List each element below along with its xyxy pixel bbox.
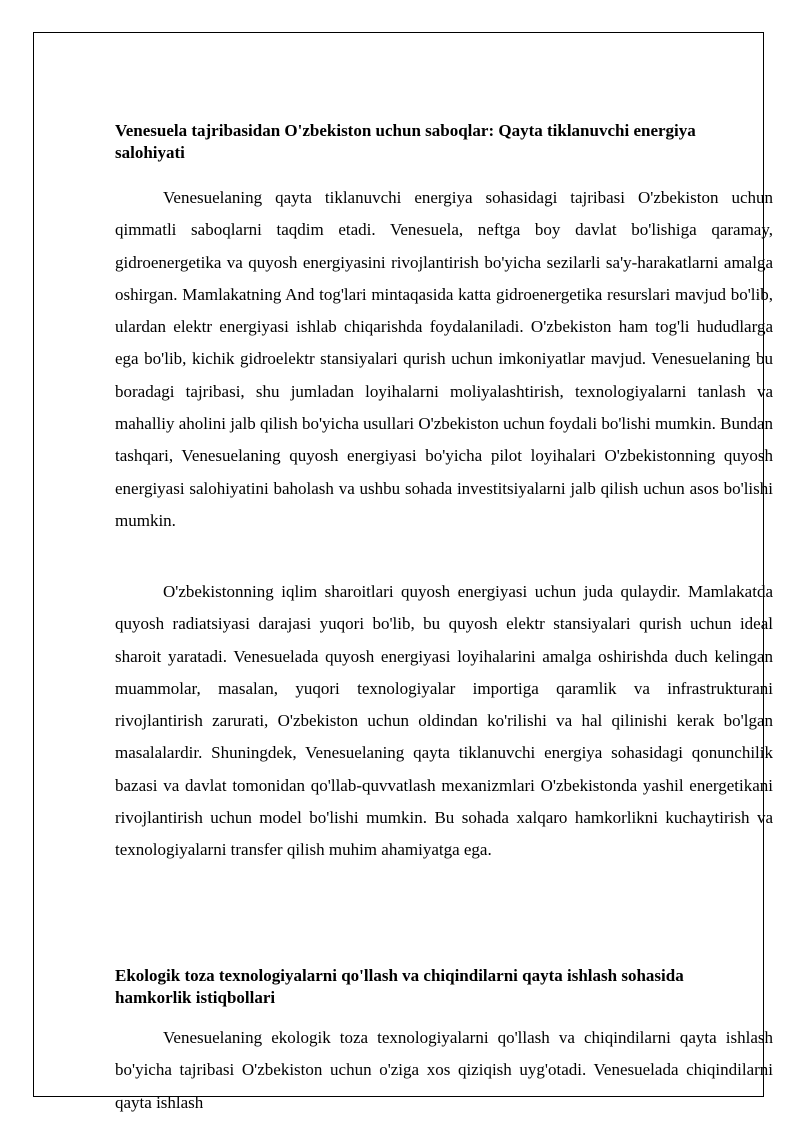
paragraph-venezuela-experience: Venesuelaning qayta tiklanuvchi energiya sohasidagi tajribasi O'zbekiston uchun qimmatli saboqlarni taqdim etadi. Venesuela, neftga boy davlat bo'lishiga qaramay, gidroenergetika va quyosh energiyasini rivojlantirish bo'yicha sezilarli sa'y-harakatlarni amalga oshirgan. Mamlakatning And tog'lari mintaqasida katta gidroenergetika resurslari mavjud bo'lib, ulardan elektr energiyasi ishlab chiqarishda foydalaniladi. O'zbekiston ham tog'li hududlarga ega bo'lib, kichik gidroelektr stansiyalari qurish uchun imkoniyatlar mavjud. Venesuelaning bu boradagi tajribasi, shu jumladan loyihalarni moliyalashtirish, texnologiyalarni tanlash va mahalliy aholini jalb qilish bo'yicha usullari O'zbekiston uchun foydali bo'lishi mumkin. Bundan tashqari, Venesuelaning quyosh energiyasi bo'yicha pilot loyihalari O'zbekistonning quyosh energiyasi salohiyatini baholash va ushbu sohada investitsiyalarni jalb qilish uchun asos bo'lishi mumkin. (115, 188, 773, 530)
paragraph-uzbekistan-climate: O'zbekistonning iqlim sharoitlari quyosh energiyasi uchun juda qulaydir. Mamlakatda quyosh radiatsiyasi darajasi yuqori bo'lib, bu quyosh elektr stansiyalari qurish uchun ideal sharoit yaratadi. Venesuelada quyosh energiyasi loyihalarini amalga oshirishda duch kelingan muammolar, masalan, yuqori texnologiyalar importiga qaramlik va infrastrukturani rivojlantirish zarurati, O'zbekiston uchun oldindan ko'rilishi va hal qilinishi kerak bo'lgan masalalardir. Shuningdek, Venesuelaning qayta tiklanuvchi energiya sohasidagi qonunchilik bazasi va davlat tomonidan qo'llab-quvvatlash mexanizmlari O'zbekistonda yashil energetikani rivojlantirish uchun model bo'lishi mumkin. Bu sohada xalqaro hamkorlikni kuchaytirish va texnologiyalarni transfer qilish muhim ahamiyatga ega. (115, 582, 773, 860)
paragraph-eco-cooperation: Venesuelaning ekologik toza texnologiyalarni qo'llash va chiqindilarni qayta ishlash bo'yicha tajribasi O'zbekiston uchun o'ziga xos qiziqish uyg'otadi. Venesuelada chiqindilarni qayta ishlash (115, 1028, 773, 1112)
section-heading-eco-technologies: Ekologik toza texnologiyalarni qo'llash va chiqindilarni qayta ishlash sohasida hamkorlik istiqbollari (115, 966, 684, 1007)
page-border (33, 32, 773, 1112)
section-heading-renewable-energy: Venesuela tajribasidan O'zbekiston uchun saboqlar: Qayta tiklanuvchi energiya salohiyati (115, 121, 696, 162)
document-body (115, 33, 773, 1112)
